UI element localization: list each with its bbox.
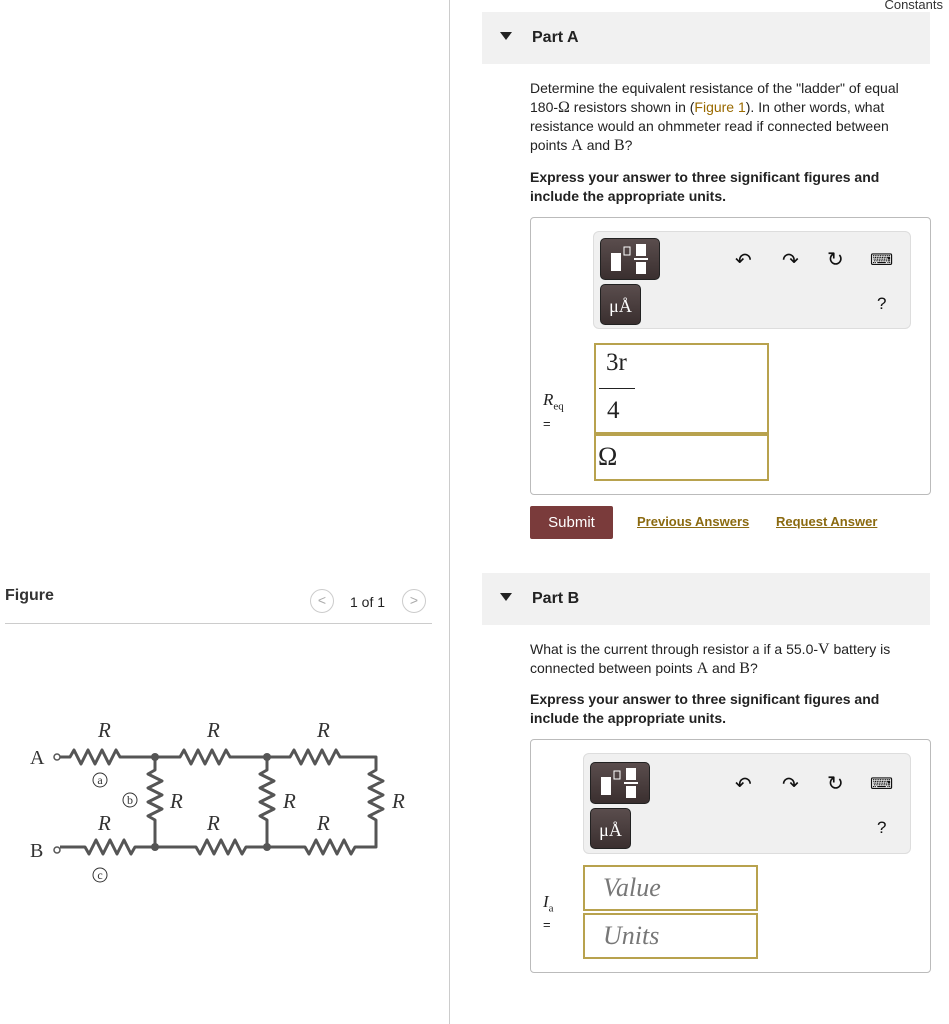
fraction-bar bbox=[599, 388, 635, 389]
fraction-denominator: 4 bbox=[607, 397, 620, 424]
request-answer-link[interactable]: Request Answer bbox=[776, 514, 878, 529]
resistor-label: R bbox=[317, 718, 330, 742]
resistor-label: R bbox=[207, 811, 220, 835]
units-button[interactable]: μÅ bbox=[590, 808, 631, 849]
units-button[interactable]: μÅ bbox=[600, 284, 641, 325]
reset-icon[interactable]: ↻ bbox=[827, 773, 844, 795]
figure-next-button[interactable]: > bbox=[402, 589, 426, 613]
figure-pager: 1 of 1 bbox=[350, 594, 386, 610]
panel-divider bbox=[449, 0, 450, 1024]
template-button[interactable] bbox=[590, 762, 650, 804]
collapse-triangle-icon bbox=[500, 32, 512, 40]
part-a-label: Part A bbox=[532, 29, 579, 46]
resistor-label: R bbox=[98, 718, 111, 742]
redo-icon[interactable]: ↷ bbox=[782, 250, 799, 272]
keyboard-icon[interactable]: ⌨ bbox=[870, 252, 894, 269]
value-input[interactable]: Value bbox=[583, 865, 758, 911]
resistor-a-marker: a bbox=[97, 773, 103, 787]
part-b-instructions: Express your answer to three significant figures and include the appropriate units. bbox=[530, 691, 880, 726]
fraction-numerator: 3r bbox=[606, 349, 627, 376]
part-b-header[interactable] bbox=[482, 573, 930, 625]
undo-icon[interactable]: ↶ bbox=[735, 250, 752, 272]
help-icon[interactable]: ? bbox=[877, 294, 887, 313]
resistor-label: R bbox=[98, 811, 111, 835]
req-label: $R_{eq}$ bbox=[543, 390, 564, 413]
resistor-label: R bbox=[392, 789, 405, 813]
resistor-b-marker: b bbox=[127, 793, 133, 807]
math-toolbar bbox=[583, 753, 911, 854]
terminal-a-label: A bbox=[30, 747, 45, 769]
figure-prev-button[interactable]: < bbox=[310, 589, 334, 613]
resistor-label: R bbox=[170, 789, 183, 813]
figure-link[interactable]: Figure 1 bbox=[694, 99, 746, 115]
part-a-question: Determine the equivalent resistance of the "ladder" of equal 180-Ω resistors shown in (Figure 1). In other words, what resistance would an ohmmeter read if connected between points A and B? bbox=[530, 80, 899, 154]
ladder-circuit-diagram bbox=[0, 700, 440, 900]
submit-button[interactable]: Submit bbox=[530, 506, 613, 539]
resistor-label: R bbox=[283, 789, 296, 813]
fraction-template-icon bbox=[601, 239, 659, 279]
resistor-label: R bbox=[317, 811, 330, 835]
fraction-template-icon bbox=[591, 763, 649, 803]
part-b-question: What is the current through resistor a if a 55.0-V battery is connected between points A and B? bbox=[530, 641, 891, 677]
terminal-b-label: B bbox=[30, 840, 44, 862]
part-a-instructions: Express your answer to three significant figures and include the appropriate units. bbox=[530, 169, 880, 204]
math-toolbar bbox=[593, 231, 911, 329]
template-button[interactable] bbox=[600, 238, 660, 280]
resistor-c-marker: c bbox=[97, 868, 103, 882]
figure-header-rule bbox=[5, 623, 432, 624]
keyboard-icon[interactable]: ⌨ bbox=[870, 776, 894, 793]
previous-answers-link[interactable]: Previous Answers bbox=[637, 514, 750, 529]
part-b-answer-box bbox=[530, 739, 931, 973]
answer-units-input[interactable]: Ω bbox=[594, 434, 769, 481]
equals-sign: = bbox=[543, 416, 551, 431]
undo-icon[interactable]: ↶ bbox=[735, 774, 752, 796]
reset-icon[interactable]: ↻ bbox=[827, 249, 844, 271]
resistor-label: R bbox=[207, 718, 220, 742]
ia-label: $I_a$ bbox=[543, 892, 554, 915]
redo-icon[interactable]: ↷ bbox=[782, 774, 799, 796]
part-a-answer-box bbox=[530, 217, 931, 495]
collapse-triangle-icon bbox=[500, 593, 512, 601]
part-b-label: Part B bbox=[532, 590, 580, 607]
equals-sign: = bbox=[543, 917, 551, 932]
constants-link[interactable]: Constants bbox=[884, 0, 943, 12]
part-a-header[interactable] bbox=[482, 12, 930, 64]
figure-title: Figure bbox=[5, 587, 54, 604]
help-icon[interactable]: ? bbox=[877, 818, 887, 837]
units-input[interactable]: Units bbox=[583, 913, 758, 959]
answer-value-input[interactable] bbox=[594, 343, 769, 434]
